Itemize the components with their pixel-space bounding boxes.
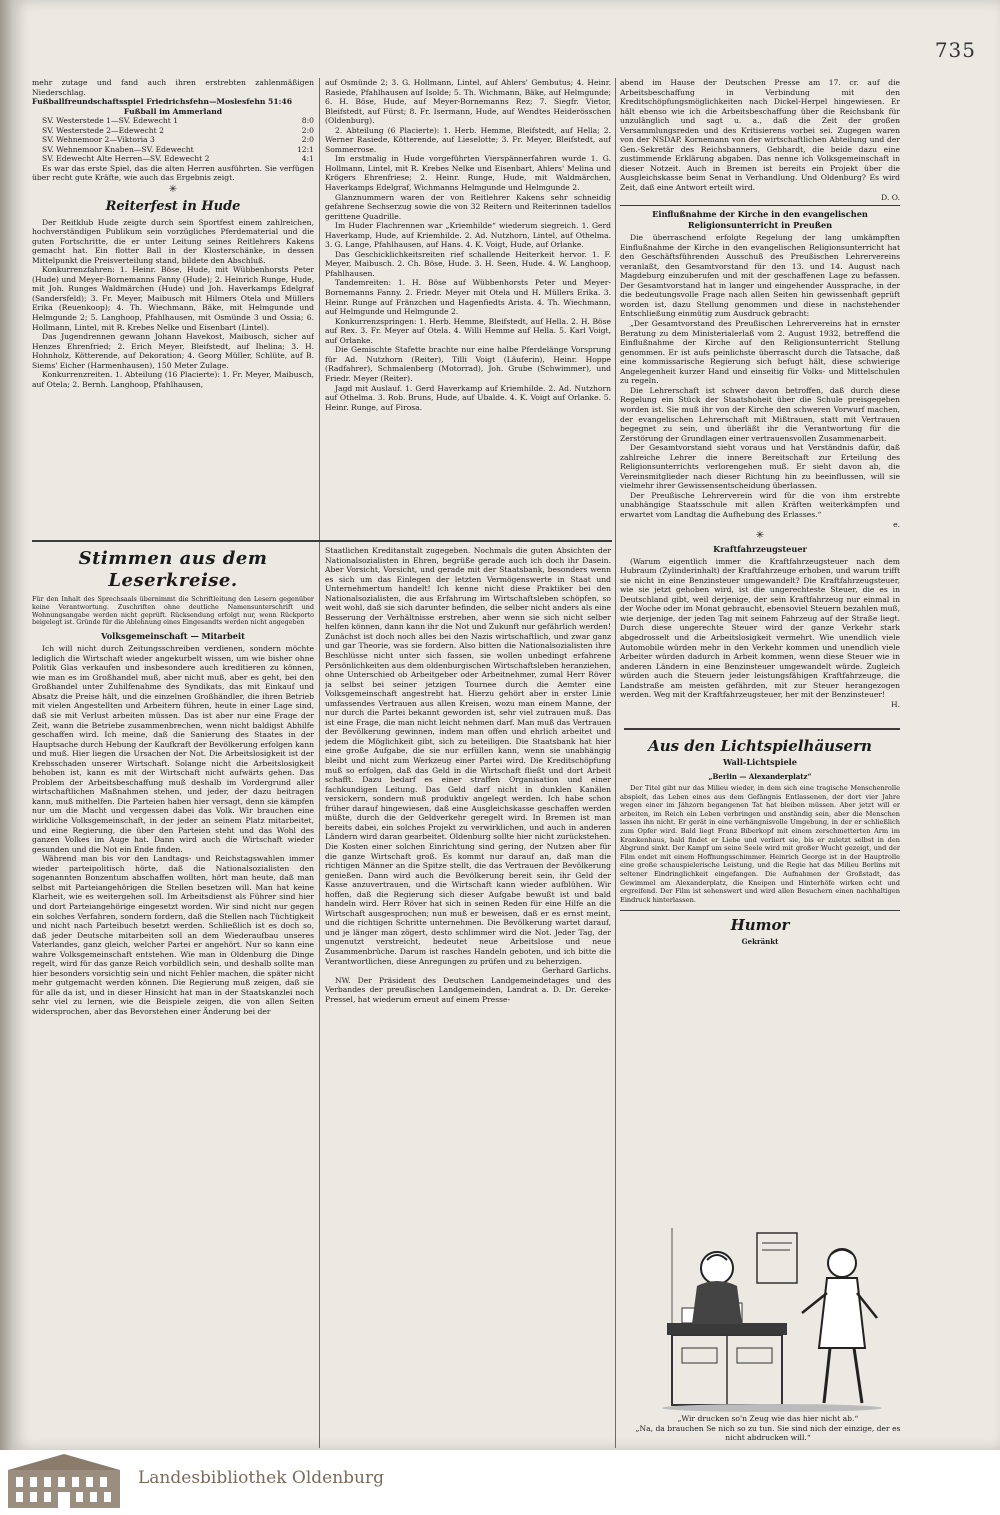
article-paragraph: „Der Gesamtvorstand des Preußischen Lehrervereins hat in ernster Beratung zu dem Ministerialerlaß vom 2. August 1932, betreffend die Einflußnahme der Kirche auf den Religionsunterricht Stellung genommen. Er ist aufs peinlichste überrascht durch die Tatsache, daß eine kommissarische Regierung sich befugt hält, diese schwierige Angelegenheit kurzer Hand und einseitig für Volks- und Mittelschulen zu regeln. [620,319,900,386]
cartoon-illustration [652,1218,892,1413]
signature: Gerhard Garlichs. [541,966,611,976]
article-rule [620,205,900,206]
article-heading: Kraftfahrzeugsteuer [713,543,807,554]
article-paragraph: Staatlichen Kreditanstalt zugegeben. Nochmals die guten Absichten der Nationalsozialisten in Ehren, begrüße gerade auch ich doch ihr Dasein. Aber Vorsicht, Vorsicht, und gerade mit der Staatsbank, besonders wenn es sich um das Einlegen der letzten Vermögenswerte in Staat und Unternehmertum handelt! Ich kenne nicht diese Praktiker bei den Nationalsozialisten, die aus Erfahrung im Wirtschaftsleben schöpfen, so weit wohl, daß sie sich darunter befinden, die selber nicht anders als eine Besserung der Verhältnisse erstreben, aber wenn sie sich nicht selber helfen können, dann kann ihr die Not und Zukunft nur gefährlich werden! Zunächst ist doch noch alles bei den Nazis wirtschaftlich, und zwar ganz und gar Theorie, was sie fordern. Also bitten die Nationalsozialisten ihre Beschlüsse nicht unter sich fassen, sie wollen unbedingt erfahrene Persönlichkeiten aus dem oldenburgischen Wirtschaftsleben heranziehen, ohne Unterschied ob Arbeitgeber oder Arbeitnehmer, zumal Herr Röver ja selbst bei seiner jetzigen Tournee durch die Aemter eine Volksgemeinschaft angestrebt hat. Hierzu gehört aber in erster Linie umfassendes Vertrauen aus allen Kreisen, wozu man einem Manne, der nur durch die Partei bekannt geworden ist, sehr viel zutrauen muß. Das ist eine Frage, die man nicht leicht nehmen darf. Man muß das Vertrauen der Bevölkerung gewinnen, indem man offen und ehrlich arbeitet und jedem die Möglichkeit gibt, sich zu beteiligen. Die Staatsbank hat hier eine große Aufgabe, die sie nur erfüllen kann, wenn sie unabhängig bleibt und nicht zum Werkzeug einer Partei wird. Die Kreditschöpfung muß so erfolgen, daß das Geld in die Wirtschaft fließt und dort Arbeit schafft. Dazu bedarf es einer straffen Organisation und einer fachkundigen Leitung. Das Geld darf nicht in dunklen Kanälen versickern, sondern muß produktiv angelegt werden. Ich habe schon früher darauf hingewiesen, daß eine Ausgleichskasse geschaffen werden müßte, durch die der Geldverkehr geregelt wird. In Bremen ist man bereits dabei, ein solches Projekt zu verwirklichen, und auch in anderen Ländern wird daran gearbeitet. Oldenburg sollte hier nicht zurückstehen. Die Kosten einer solchen Einrichtung sind gering, der Nutzen aber für die ganze Wirtschaft groß. Es kommt nur darauf an, daß man die richtigen Männer an die Spitze stellt, die das Vertrauen der Bevölkerung genießen. Dann wird auch die Bevölkerung bereit sein, ihr Geld der Kasse anzuvertrauen, und die Wirtschaft kann wieder aufblühen. Wir hoffen, daß die Regierung sich dieser Aufgabe bewußt ist und bald handeln wird. Herr Röver hat sich in seinen Reden für eine Hilfe an die Wirtschaft ausgesprochen; nun muß er beweisen, daß er es ernst meint, und die richtigen Schritte unternehmen. Die Bevölkerung wartet darauf, und je länger man zögert, desto schlimmer wird die Not. Jeder Tag, der ungenutzt verstreicht, bedeutet neue Arbeitslose und neue Zusammenbrüche. Darum ist rasches Handeln geboten, und ich bitte die Verantwortlichen, diese Anregungen zu prüfen und zu beherzigen. [325,546,611,966]
article-paragraph: Die Lehrerschaft ist schwer davon betroffen, daß durch diese Regelung ein Stück der Staatshoheit über die Schule preisgegeben worden ist. Sie muß ihr von der Kirche den schweren Vorwurf machen, der evangelischen Lehrerschaft mit Mißtrauen, statt mit Vertrauen begegnet zu sein, und überläßt ihr die Verantwortung für die Zerstörung der Grundlagen einer vertrauensvollen Zusammenarbeit. [620,385,900,443]
article-paragraph: Die überraschend erfolgte Regelung der lang umkämpften Einflußnahme der Kirche in den evangelischen Religionsunterricht hat den Geschäftsführenden Ausschuß des Preußischen Lehrervereins veranlaßt, den Gesamtvorstand für den 13. und 14. August nach Magdeburg einzuberufen und mit der geschaffenen Lage zu befassen. Der Gesamtvorstand hat in langer und eingehender Aussprache, in der die bedeutungsvolle Frage nach allen Seiten hin gewissenhaft geprüft worden ist, dazu Stellung genommen und diese in nachstehender Entschließung einmütig zum Ausdruck gebracht: [620,233,900,319]
article-heading: Einflußnahme der Kirche in den evangelischen Religionsunterricht in Preußen [652,209,868,231]
asterisk-divider: ✳ [755,530,765,542]
reiterfest-paragraph: 2. Abteilung (6 Placierte): 1. Herb. Hemme, Bleifstedt, auf Hella; 2. Werner Rasiede, Kötterende, auf Lieselotte; 3. Fr. Meyer, Bleifstedt, auf Sommerrose. [325,125,611,154]
reiterfest-heading: Reiterfest in Hude [105,198,241,214]
signature: D. O. [881,192,900,202]
section-rule [624,728,900,730]
football-match: Fußballfreundschaftsspiel Friedrichsfehn—Moslesfehn 51:46 [32,97,293,107]
reiterfest-paragraph: Die Gemischte Stafette brachte nur eine halbe Pferdelänge Vorsprung für Ad. Nutzhorn (Reiter), Tilli Voigt (Läuferin), Heinr. Hoppe (Radfahrer), Schmalenberg (Motorrad), Joh. Grube (Schwimmer), und Friedr. Meyer (Reiter). [325,345,611,383]
column-2-lower [325,546,611,1446]
intro-text: mehr zutage und fand auch ihren erstrebten zahlenmäßigen Niederschlag. [32,78,314,97]
film-title: „Berlin — Alexanderplatz“ [708,772,812,781]
library-building-logo [0,1450,130,1515]
column-1-lower [32,546,314,1446]
book-spine [0,0,12,1450]
article-rule [620,910,900,911]
result-row: SV. Wehnemoor Knaben—SV. Edewecht 12:1 [42,144,314,154]
article-subheading: Volksgemeinschaft — Mitarbeit [101,631,245,642]
column-3-upper [620,78,900,728]
result-row: SV. Westerstede 2—Edewecht 2 2:0 [42,125,314,135]
column-3-middle [620,734,900,1214]
reiterfest-paragraph: Das Geschicklichkeitsreiten rief schallende Heiterkeit hervor. 1. F. Meyer, Maibusch. 2. Ch. Böse, Hude. 3. H. Seen, Hude. 4. W. Langhoop, Pfahlhausen. [325,249,611,278]
humor-subheading: Gekränkt [741,937,779,947]
reiterfest-paragraph: Tandemreiten: 1. H. Böse auf Wübbenhorsts Peter und Meyer-Bornemanns Fanny. 2. Friedr. Meyer mit Otela und H. Müllers Erika. 3. Heinr. Runge auf Fränzchen und Hagenfiedts Arista. 4. Th. Wiechmann, auf Helmgunde und Helmgunde 2. [325,278,611,317]
desk-top [667,1323,787,1335]
visitor-coat [819,1278,865,1348]
article-paragraph: Während man bis vor den Landtags- und Reichstagswahlen immer wieder parteipolitisch hörte, daß die Nationalsozialisten den sogenannten Bonzentum abschaffen wollten, hört man heute, daß man selbst mit Parteiangehörigen die Stellen besetzen will. Man hat keine Klarheit, wie es weitergehen soll. Im Arbeitsdienst als Führer sind hier und dort Parteiangehörige eingesetzt worden. Wir sind nicht nur gegen ein solches Verfahren, sondern fordern, daß die Stellen nach Tüchtigkeit und nicht nach Parteibuch besetzt werden. Schließlich ist es doch so, daß jeder Deutsche mitarbeiten soll an dem Wiederaufbau unseres Vaterlandes, ganz gleich, welcher Partei er angehört. Nur so kann eine wahre Volksgemeinschaft entstehen. Wie man in Oldenburg die Dinge regelt, wird für das ganze Reich vorbildlich sein, und deshalb sollte man hier besonders vorsichtig sein und nicht Fehler machen, die später nicht mehr gutgemacht werden können. Die Regierung muß zeigen, daß sie für alle da ist, und in dieser Hinsicht hat man in der Staatskanzlei noch sehr viel zu lernen, wie die Beispiele zeigen, die von allen Seiten widersprochen, aber das Bevorstehen einer Änderung bei der [32,854,314,1016]
article-paragraph: Der Preußische Lehrerverein wird für die von ihm erstrebte unabhängige Staatsschule mit allen Kräften weiterkämpfen und erwartet vom Landtag die Aufhebung des Erlasses.“ [620,490,900,519]
page-number: 735 [934,38,976,62]
library-footer [0,1450,1000,1515]
signature: H. [890,699,900,709]
result-row: SV. Edewecht Alte Herren—SV. Edewecht 2 4:1 [42,154,314,164]
reiterfest-paragraph: Konkurrenzfahren: 1. Heinr. Böse, Hude, mit Wübbenhorsts Peter (Hude) und Meyer-Bornemanns Fanny (Hude); 2. Heinrich Runge, Hude, mit Joh. Runges Waldmärchen (Hude) und Joh. Haverkamps Edelgraf (Sandersfeld); 3. Fr. Meyer, Maibusch mit Hilmers Otela und Müllers Erika (Reuenkoop); 4. Th. Wiechmann, Bäke, mit Helmgunde und Helmgunde 2; 5. Langhoop, Pfahlhausen, mit Osmünde 3 und Ossia; 6. Hollmann, Lintel, mit R. Krebes Nelke und Eisenbart (Lintel). [32,265,314,332]
kino-subheading: Wall-Lichtspiele [723,757,797,767]
leserkreise-heading: Stimmen aus dem Leserkreise. [78,548,268,591]
reiterfest-paragraph: Der Reitklub Hude zeigte durch sein Sportfest einem zahlreichen, hochverständigen Publikum sein vorzügliches Pferdematerial und die guten Fortschritte, die er unter Leitung seines Reitlehrers Kakens gemacht hat. Ein flotter Ball in der Klosterschänke, in dessen Mittelpunkt die Preisverteilung stand, bildete den Abschluß. [32,217,314,265]
article-paragraph: abend im Hause der Deutschen Presse am 17. cr. auf die Arbeitsbeschaffung in Verbindung mit den Kreditschöpfungsmöglichkeiten nach Dickel-Herpel hingewiesen. Er hält ebenso wie ich die Arbeitsbeschaffung über die Reichsbank für unzulänglich und sagt u. a., daß die Zeit der großen Versammlungsreden und des Kritisierens vorbei sei. Zugegen waren von der NSDAP. Kornemann von der wirtschaftlichen Abteilung und der Gen.-Sekretär des Reichsbanners, Gebhardt, die beide dazu eine zustimmende Erklärung abgaben. Das nenne ich Volksgemeinschaft in dieser Notzeit. Auch in Bremen ist bereits ein Projekt über die Ausgleichskasse beim Senat in Verhandlung. Und Oldenburg? Es wird Zeit, daß eine Antwort erteilt wird. [620,78,900,193]
column-divider [615,78,616,1448]
asterisk-divider: ✳ [168,184,178,196]
film-review: Der Titel gibt nur das Milieu wieder, in dem sich eine tragische Menschenrolle abspielt, das Leben eines aus dem Gefängnis Entlassenen, der dort vier Jahre wegen einer im Jähzorn begangenen Tat hat bleiben müssen. Aber jetzt will er arbeiten, im Reich ein Leben verbringen und anständig sein, aber die Menschen lassen ihn nicht. Er gerät in eine verhängnisvolle Umgebung, in der er schließlich zum Opfer wird. Bald liegt Franz Biberkopf mit einem zerschmetterten Arm im Krankenhaus, bald findet er Liebe und verliert sie, bis er zuletzt selbst in den Abgrund sinkt. Der Kampf um seine Seele wird mit großer Wucht gezeigt, und der Film endet mit einem Hoffnungsschimmer. Heinrich George ist in der Hauptrolle eine große schauspielerische Leistung, und die Regie hat das Milieu Berlins mit seltener Eindringlichkeit eingefangen. Die Aufnahmen der Großstadt, das Gewimmel am Alexanderplatz, die Kneipen und Hinterhöfe wirken echt und ergreifend. Der Film ist sehenswert und wird allen Besuchern einen nachhaltigen Eindruck hinterlassen. [620,784,900,904]
column-divider [319,78,320,1448]
library-name: Landesbibliothek Oldenburg [138,1468,385,1488]
article-paragraph: Der Gesamtvorstand sieht voraus und hat Verständnis dafür, daß zahlreiche Lehrer die innere Bereitschaft zur Erteilung des Religionsunterrichts verlorengehen muß. Er sieht davon ab, die Vereinsmitglieder nach dieser Richtung hin zu beeinflussen, will sie vielmehr ihrer Gewissensentscheidung überlassen. [620,443,900,491]
result-row: SV. Wehnemoor 2—Viktoria 3 2:0 [42,135,314,145]
editor-head [701,1252,733,1284]
section-rule [32,540,612,542]
article-paragraph: NW. Der Präsident des Deutschen Landgemeindetages und des Verbandes der preußischen Landgemeinden, Landrat a. D. Dr. Gereke-Pressel, hat wiederum erneut auf einem Presse- [325,975,611,1004]
reiterfest-paragraph: Glanznummern waren der von Reitlehrer Kakens sehr schneidig gefahrene Sechserzug sowie die von 32 Reitern und Reiterinnen tadellos gerittene Quadrille. [325,192,611,221]
cartoon-caption: „Wir drucken so'n Zeug wie das hier nicht ab.“ „Na, da brauchen Se nich so zu tun. Sie sind nich der einzige, der es nicht abdrucken will.“ [635,1414,901,1443]
reiterfest-paragraph: Das Jugendrennen gewann Johann Havekost, Maibusch, sicher auf Henzes Ehrenfried; 2. Erich Meyer, Bleifstedt, auf Ihelina; 3. H. Hohnholz, Kötterende, auf Dekoration; 4. Georg Müller, Schlüte, auf B. Siems' Eicher (Harmenhausen), 150 Meter Zulage. [32,332,314,370]
column-1-upper [32,78,314,533]
newspaper-page [12,0,1000,1450]
result-row: SV. Westerstede 1—SV. Edewecht 1 8:0 [42,116,314,126]
reiterfest-paragraph: Im Huder Flachrennen war „Kriemhilde“ wiederum siegreich. 1. Gerd Haverkamp, Hude, auf Kriemhilde. 2. Ad. Nutzhorn, Lintel, auf Othelma. 3. G. Lange, Pfahlhausen, auf Hans. 4. K. Voigt, Hude, auf Orlanke. [325,221,611,250]
article-paragraph: Ich will nicht durch Zeitungsschreiben verdienen, sondern möchte lediglich die Wirtschaft wieder angekurbelt wissen, um wie bisher ohne Politik Glas verkaufen und insbesondere auch kreditieren zu können, wie man es im Großhandel muß, aber nicht muß, aber es geht, bei den Großhandel unter Zuhilfenahme des Syndikats, das mit Einkauf und Absatz die Preise hält, und die einzelnen Großhändler, die ihren Betrieb mit vielen Angestellten und Arbeitern führen, heute in einer Lage sind, daß sie mit Verlust arbeiten müssen. Das ist aber nur eine Frage der Zeit, wann die Betriebe zusammenbrechen, wenn nicht baldigst Abhilfe geschaffen wird. Ich meine, daß die Sanierung des Staates in der Hauptsache durch Hebung der Kaufkraft der Bevölkerung erfolgen kann und muß. Hier liegen die Ursachen der Not. Die Arbeitslosigkeit ist der Krebsschaden unserer Wirtschaft. Solange nicht die Arbeitslosigkeit behoben ist, kann es mit der Wirtschaft nicht aufwärts gehen. Das Problem der Arbeitsbeschaffung muß deshalb im Vordergrund aller wirtschaftlichen Maßnahmen stehen, und jeder, der dazu beitragen kann, muß mithelfen. Die Parteien haben hier versagt, denn sie kämpfen nur um die Macht und vergessen dabei das Volk. Wir brauchen eine wirkliche Volksgemeinschaft, in der jeder an seinem Platz mitarbeitet, und eine Regierung, die über den Parteien steht und das Wohl des ganzen Volkes im Auge hat. Dann wird auch die Wirtschaft wieder gesunden und die Not ein Ende finden. [32,644,314,854]
football-heading: Fußball im Ammerland [123,106,223,116]
column-2-upper [325,78,611,533]
reiterfest-paragraph: Im erstmalig in Hude vorgeführten Vierspännerfahren wurde 1. G. Hollmann, Lintel, mit R. Krebes Nelke und Eisenbart, Ahlers' Melina und Krögers Ehrenfriese; 2. Heinr. Runge, Hude, mit Waldmärchen, Haverkamps Edelgraf, Wichmanns Helmgunde und Helmgunde 2. [325,154,611,193]
reiterfest-paragraph: Konkurrenzspringen: 1. Herb. Hemme, Bleifstedt, auf Hella. 2. H. Böse auf Rex. 3. Fr. Meyer auf Otela. 4. Willi Hemme auf Hella. 5. Karl Voigt, auf Orlanke. [325,316,611,345]
reiterfest-paragraph: Jagd mit Auslauf. 1. Gerd Haverkamp auf Kriemhilde. 2. Ad. Nutzhorn auf Othelma. 3. Rob. Bruns, Hude, auf Ubalde. 4. K. Voigt auf Orlanke. 5. Heinr. Runge, auf Firosa. [325,383,611,412]
reiterfest-paragraph: auf Osmünde 2; 3. G. Hollmann, Lintel, auf Ahlers' Gembutus; 4. Heinr. Rasiede, Pfahlhausen auf Isolde; 5. Th. Wichmann, Bäke, auf Helmgunde; 6. H. Böse, Hude, auf Meyer-Bornemanns Rez; 7. Siegfr. Vietor, Bleifstedt, auf Fürst; 8. Fr. Isermann, Hude, auf Wendtes Heiderösschen (Oldenburg). [325,78,611,126]
kino-heading: Aus den Lichtspielhäusern [648,737,872,755]
humor-heading: Humor [730,916,790,935]
article-paragraph: (Warum eigentlich immer die Kraftfahrzeugsteuer nach dem Hubraum (Zylinderinhalt) der Kraftfahrzeuge erhoben, und warum trifft sie nicht in eine Benzinsteuer umgewandelt? Die Kraftfahrzeugsteuer, wie sie jetzt gehoben wird, ist die ungerechteste Steuer, die es in Deutschland gibt, weil derjenige, der sein Kraftfahrzeug nur einmal in der Woche oder im Monat gebraucht, ebensoviel Steuern bezahlen muß, wie derjenige, der jeden Tag mit seinem Fahrzeug auf der Straße liegt. Durch diese ungerechte Steuer wird der ganze Verkehr stark abgedrosselt und die Arbeitslosigkeit vermehrt. Wie unendlich viele Automobile würden mehr in den Verkehr kommen und unendlich viele Arbeiter würden dadurch in Arbeit kommen, wenn diese Steuer wie in anderen Ländern in eine Benzinsteuer umgewandelt würde. Zugleich würden auch die Steuern jeder leistungsfähigen Kraftfahrzeuge, die Landstraße am meisten gefährden, mit zur Steuer herangezogen werden. Weg mit der Kraftfahrzeugsteuer, her mit der Benzinsteuer! [620,556,900,700]
editor-body [692,1281,742,1324]
editorial-note: Für den Inhalt des Sprechsaals übernimmt die Schriftleitung den Lesern gegenüber keine Verantwortung. Zuschriften ohne deutliche Namensunterschrift und Wohnungsangabe werden nicht geprüft. Rücksendung erfolgt nur, wenn Rückporto beigelegt ist. Gründe für die Ablehnung eines Eingesandts werden nicht angegeben [32,595,314,627]
reiterfest-paragraph: Konkurrenzreiten. 1. Abteilung (16 Placierte): 1. Fr. Meyer, Maibusch, auf Otela; 2. Bernh. Langhoop, Pfahlhausen, [32,370,314,389]
signature: e. [893,519,900,529]
results-note: Es war das erste Spiel, das die alten Herren ausführten. Sie verfügen über recht gute Kräfte, wie auch das Ergebnis zeigt. [32,163,314,183]
